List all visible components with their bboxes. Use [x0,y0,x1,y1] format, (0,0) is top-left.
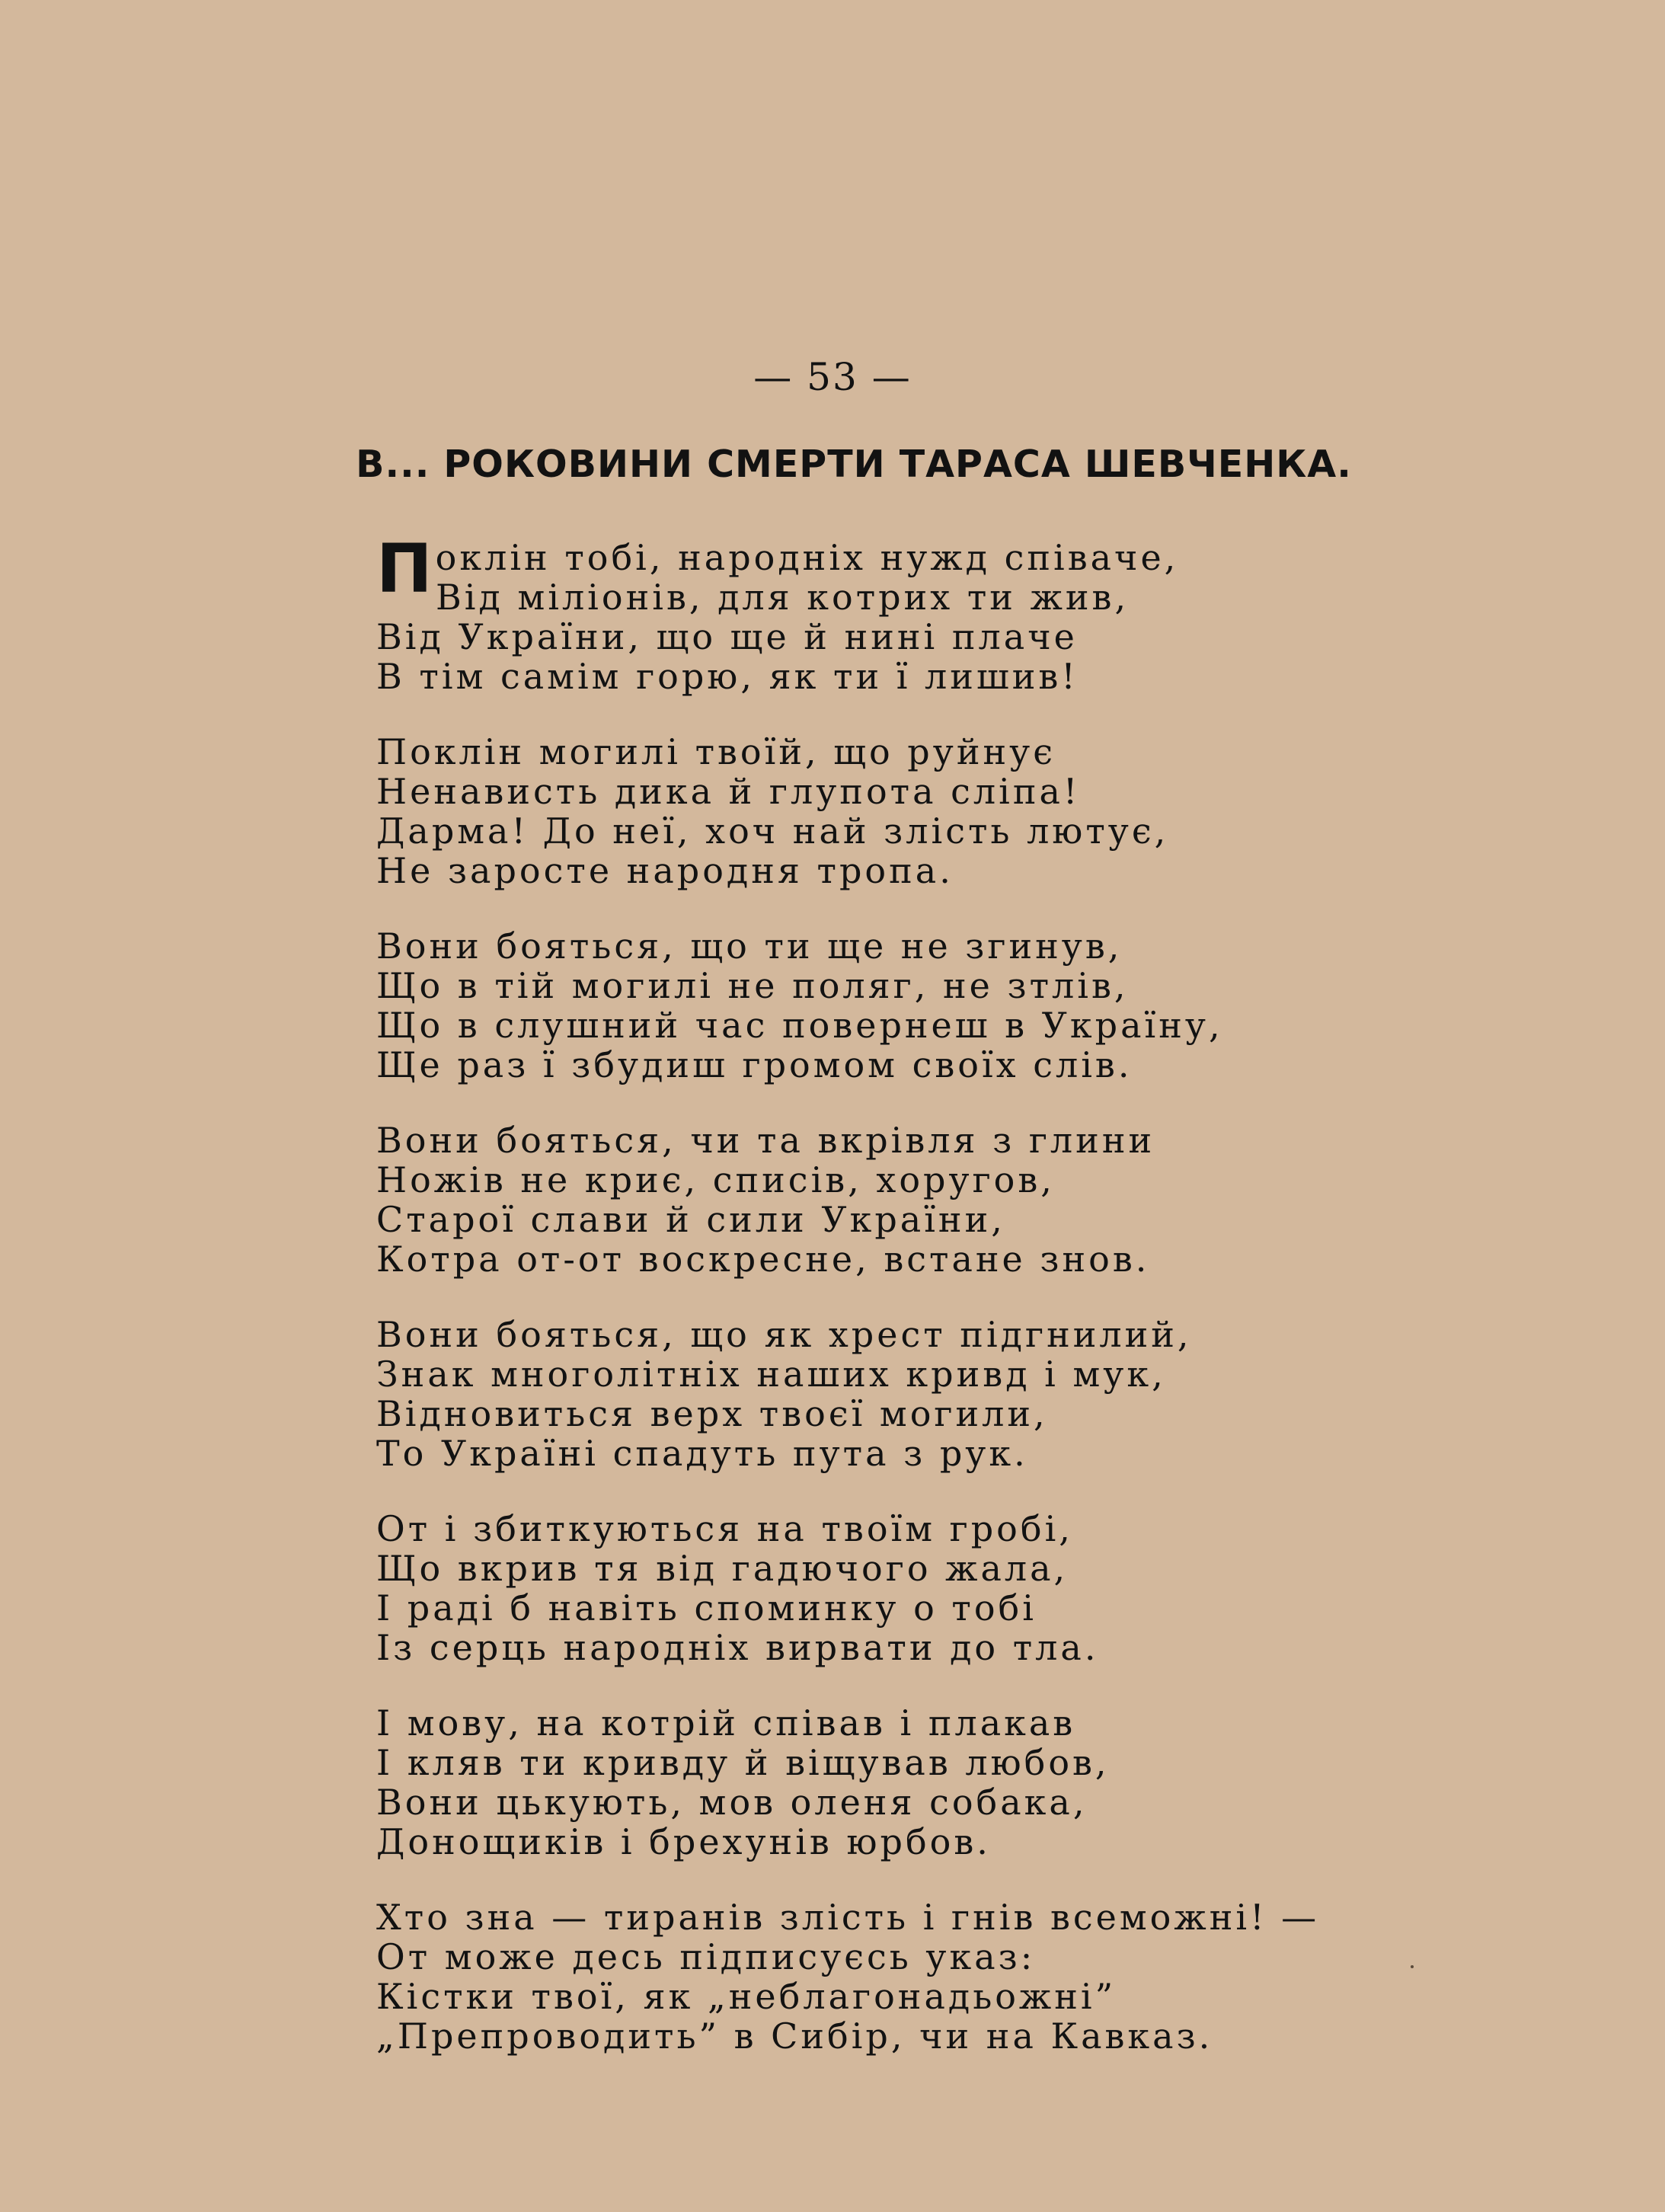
poem-line: Від міліонів, для котрих ти жив, [436,577,1130,618]
poem-line: Що в слушний час повернеш в Україну, [376,1005,1223,1046]
poem-line: Не заросте народня тропа. [376,850,954,891]
poem-line: Ще раз ї збудиш громом своїх слів. [376,1044,1133,1085]
poem-line: І мову, на котрій співав і плакав [376,1702,1076,1744]
poem-line: Що в тій могилі не поляг, не зтлів, [376,965,1129,1006]
poem-line: То Україні спадуть пута з рук. [376,1433,1028,1474]
poem-line: Донощиків і брехунів юрбов. [376,1821,991,1862]
poem-line: Вони цькують, мов оленя собака, [376,1782,1088,1823]
poem-line: Ненависть дика й глупота сліпа! [376,771,1081,812]
poem-line: Вони бояться, що ти ще не згинув, [376,925,1123,967]
poem-line: І кляв ти кривду й віщував любов, [376,1742,1110,1783]
stanza-1 [376,529,1443,697]
poem-line: В тім самім горю, як ти ї лишив! [376,656,1079,697]
stanza-6 [376,1509,1443,1667]
stanza-5 [376,1315,1443,1473]
poem-line: Від України, що ще й нині плаче [376,616,1078,657]
poem-line: Вони бояться, чи та вкрівля з глини [376,1120,1155,1161]
poem-line: От і збиткуються на твоїм гробі, [376,1508,1073,1549]
poem-line: Ножів не криє, списів, хоругов, [376,1159,1055,1200]
poem-line: Відновиться верх твоєї могили, [376,1393,1048,1434]
stanza-4 [376,1120,1443,1279]
poem-line: Із серць народніх вирвати до тла. [376,1627,1099,1668]
stanza-2 [376,732,1443,890]
poem-body [376,529,1443,2092]
poem-line-text: оклін тобі, народніх нужд співаче, [435,537,1179,578]
poem-title: В... РОКОВИНИ СМЕРТИ ТАРАСА ШЕВЧЕНКА. [356,443,1352,486]
poem-line: Вони бояться, що як хрест підгнилий, [376,1314,1192,1355]
page-number: — 53 — [753,355,912,399]
poem-line: Кістки твої, як „неблагонадьожні” [376,1976,1117,2017]
poem-line: „Препроводить” в Сибір, чи на Кавказ. [376,2015,1213,2057]
poem-line: Старої слави й сили України, [376,1199,1005,1240]
stanza-8 [376,1897,1443,2056]
ink-speck [1411,1965,1414,1968]
poem-line: Поклін могилі твоїй, що руйнує [376,731,1056,772]
drop-cap: П [376,529,433,608]
poem-line: Хто зна — тиранів злість і гнів всеможні! — [376,1897,1320,1938]
poem-line: Знак многолітніх наших кривд і мук, [376,1354,1166,1395]
stanza-7 [376,1703,1443,1862]
poem-line: Що вкрив тя від гадючого жала, [376,1548,1069,1589]
poem-line: Дарма! До неї, хоч най злість лютує, [376,810,1169,852]
poem-line: І раді б навіть споминку о тобі [376,1587,1037,1629]
stanza-3 [376,926,1443,1085]
poem-line: Котра от-от воскресне, встане знов. [376,1239,1150,1280]
poem-line: От може десь підписуєсь указ: [376,1936,1036,1977]
